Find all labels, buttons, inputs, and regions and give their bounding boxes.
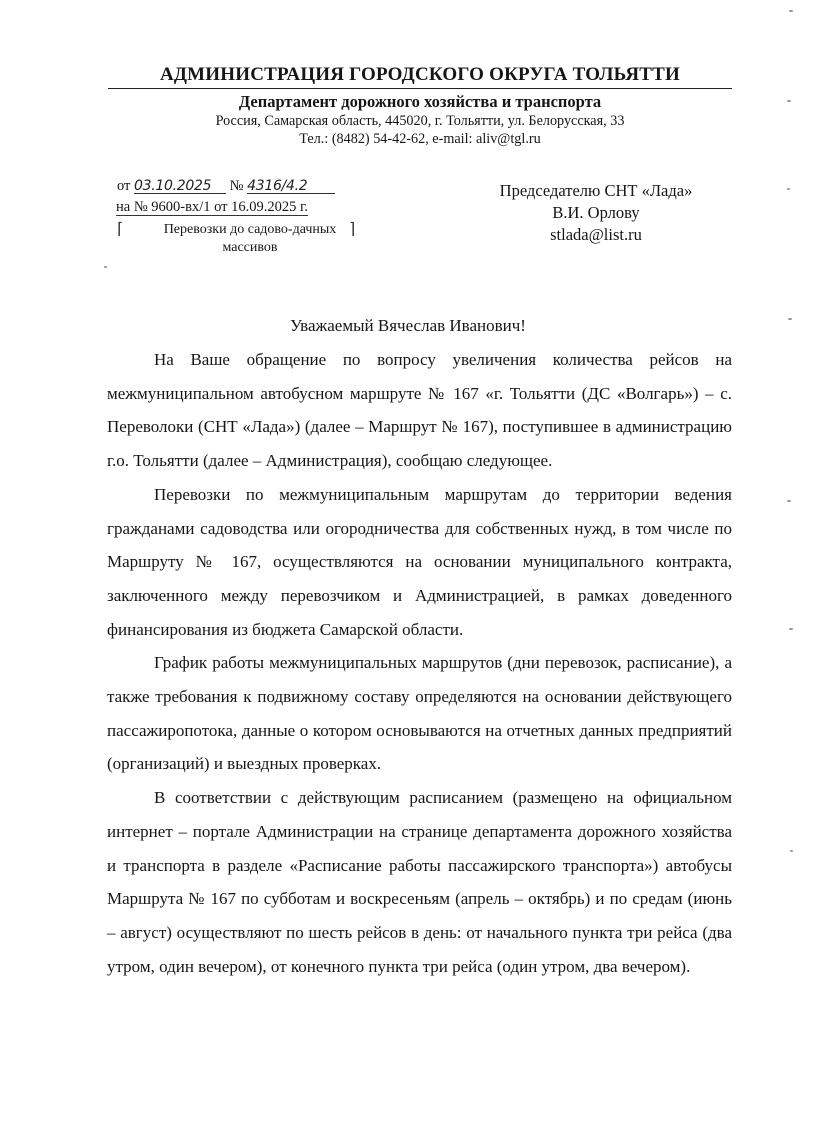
from-label: от (117, 178, 131, 194)
department-name: Департамент дорожного хозяйства и транспорта (238, 92, 602, 111)
letter-body (107, 343, 732, 983)
recipient-name: В.И. Орлову (552, 203, 640, 222)
scan-speck (787, 500, 791, 502)
letter-subject: Перевозки до садово-дачных массивов (163, 222, 337, 255)
scan-speck (789, 628, 793, 630)
paragraph: Перевозки по межмуниципальным маршрутам до территории ведения гражданами садоводства или огородничества для собственных нужд, в том числе по Маршруту № 167, осуществляются на основании муниципального контракта, заключенного между перевозчиком и Администрацией, в рамках доведенного финансирования из бюджета Самарской области. (107, 484, 732, 639)
scan-speck (787, 188, 790, 190)
reply-reference (116, 199, 308, 216)
scan-speck (790, 850, 793, 852)
handwritten-date: 03.10.2025 (134, 179, 226, 194)
scan-speck (788, 318, 792, 320)
paragraph: В соответствии с действующим расписанием (размещено на официальном интернет – портале Администрации на странице департамента дорожного хозяйства и транспорта в разделе «Расписание работы пассажирского транспорта») автобусы Маршрута № 167 по субботам и воскресеньям (апрель – октябрь) и по средам (июнь – август) осуществляют по шесть рейсов в день: от начального пункта три рейса (два утром, один вечером), от конечного пункта три рейса (один утром, два вечером). (107, 788, 732, 976)
handwritten-number: 4316/4.2 (247, 179, 335, 194)
scan-speck (787, 100, 791, 102)
department-address: Россия, Самарская область, 445020, г. Тольятти, ул. Белорусская, 33 (215, 113, 625, 129)
department-contacts: Тел.: (8482) 54-42-62, e-mail: aliv@tgl.ru (299, 131, 541, 147)
subject-bracket-right: ⌉ (349, 219, 356, 238)
subject-bracket-left: ⌈ (117, 219, 124, 238)
paragraph: График работы межмуниципальных маршрутов (дни перевозок, расписание), а также требования к подвижному составу определяются на основании действующего пассажиропотока, данные о котором основываются на отчетных данных предприятий (организаций) и выездных проверках. (107, 653, 732, 774)
recipient-position: Председателю СНТ «Лада» (499, 181, 693, 200)
recipient-block (460, 180, 732, 246)
scan-speck (789, 10, 793, 12)
reply-reference-text: на № 9600-вх/1 от 16.09.2025 г. (116, 199, 308, 215)
number-label: № (229, 178, 244, 194)
organization-title: АДМИНИСТРАЦИЯ ГОРОДСКОГО ОКРУГА ТОЛЬЯТТИ (108, 64, 732, 89)
outgoing-registration (117, 178, 335, 195)
salutation: Уважаемый Вячеслав Иванович! (290, 316, 526, 335)
recipient-email: stlada@list.ru (550, 225, 642, 244)
scan-speck (104, 266, 107, 268)
paragraph: На Ваше обращение по вопросу увеличения количества рейсов на межмуниципальном автобусном маршруте № 167 «г. Тольятти (ДС «Волгарь») – с. Переволоки (СНТ «Лада») (далее – Маршрут № 167), поступившее в администрацию г.о. Тольятти (далее – Администрация), сообщаю следующее. (107, 350, 732, 471)
